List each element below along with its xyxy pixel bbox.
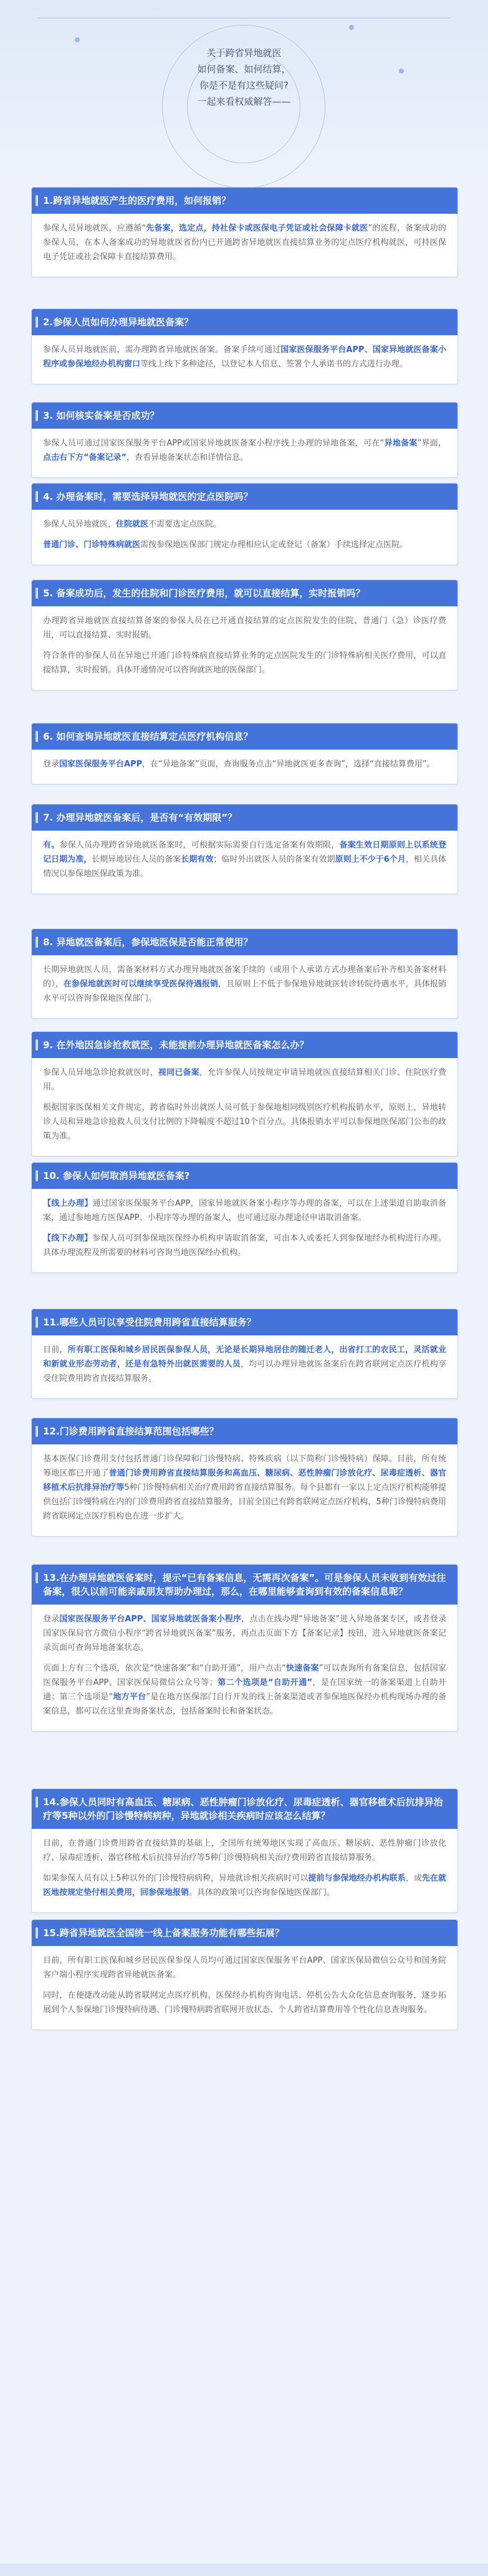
- footer-strip: [0, 2564, 488, 2576]
- answer-text: ”是在地方医保部门自行开发的线上备案渠道或者参保地医保经办机构现场办理的备案信息，都可以在这里查询备案状态，包括备案时长和备案状态。: [43, 1692, 446, 1716]
- faq-answer-8: [32, 955, 457, 1018]
- answer-text: 登录: [43, 760, 60, 769]
- faq-question-1: 1.跨省异地就医产生的医疗费用，如何报销？: [32, 188, 457, 214]
- answer-text: ，且原则上不低于参保地异地就医转诊转院待遇水平，具体报销水平可以咨询参保地医保部门。: [43, 980, 446, 1003]
- highlight-text: 原则上不少于6个月: [335, 855, 406, 864]
- faq-answer-9: [32, 1058, 457, 1156]
- highlight-text: 普通门诊费用跨省直接结算服务和高血压、糖尿病、恶性肿瘤门诊放化疗、尿毒症透析、器官移植术后抗排异治疗等: [43, 1469, 446, 1492]
- highlight-text: 【线下办理】: [43, 1234, 93, 1243]
- faq-answer-13: [32, 1605, 457, 1731]
- answer-text: 参保人员异地就医，: [43, 520, 117, 529]
- answer-text: ；临时外出就医人员的备案有效期: [213, 855, 335, 864]
- answer-text: 。具体的政策可以咨询参保地医保部门。: [189, 1888, 335, 1897]
- faq-section-3: [31, 402, 458, 478]
- faq-answer-4: [32, 510, 457, 565]
- answer-text: ，或: [405, 1874, 422, 1883]
- answer-text: 通过国家医保服务平台APP，国家异地就医备案小程序等办理的备案，可以在上述渠道自助取消备案，通过参地地方医保APP、小程序等办理的备案人，也可通过原办理途径申请取消备案。: [43, 1199, 446, 1223]
- highlight-text: 国家医保服务平台APP、国家异地就医备案小程序: [59, 1615, 242, 1624]
- answer-text: 如果参保人员有以上5种以外的门诊慢特病病种，异地就诊相关疾病时可以: [43, 1874, 309, 1883]
- answer-paragraph: [43, 1612, 446, 1655]
- faq-question-6: 6. 如何查询异地就医直接结算定点医疗机构信息？: [32, 723, 457, 750]
- highlight-text: 地方平台: [113, 1692, 146, 1702]
- answer-paragraph: [43, 538, 446, 552]
- highlight-text: 长期有效: [181, 855, 214, 864]
- highlight-text: 在参保地就医时可以继续享受医保待遇报销: [63, 980, 219, 989]
- answer-paragraph: [43, 1066, 446, 1094]
- answer-paragraph: [43, 1836, 446, 1865]
- answer-text: ，相关具体情况以参保地医保政策为准。: [43, 855, 446, 879]
- faq-answer-14: [32, 1829, 457, 1912]
- faq-section-1: [31, 187, 458, 277]
- faq-answer-3: [32, 429, 457, 477]
- answer-text: 需按参保地医保部门规定办理相应认定或登记（备案）手续选择定点医院。: [140, 540, 408, 550]
- faq-question-10: 10. 参保人如何取消异地就医备案?: [32, 1163, 457, 1189]
- hero-banner: [0, 0, 488, 187]
- answer-text: 长期异地居住人员的备案: [92, 855, 181, 864]
- answer-text: 目前，在普通门诊费用跨省直接结算的基础上，全国所有统筹地区实现了高血压、糖尿病、恶性肿瘤门诊放化疗、尿毒症透析、器官移植术后抗排异治疗等5种门诊慢特病相关治疗费用跨省直接结算服务。: [43, 1839, 446, 1863]
- answer-text: 登录: [43, 1615, 60, 1624]
- answer-paragraph: [43, 436, 446, 465]
- intro-line: 如何备案、如何结算，: [197, 64, 291, 75]
- faq-question-3: 3. 如何核实备案是否成功？: [32, 403, 457, 429]
- highlight-text: 【线上办理】: [43, 1199, 93, 1208]
- highlight-text: 点击右下方“备案记录”: [43, 453, 127, 462]
- faq-question-4: 4. 办理备案时，需要选择异地就医的定点医院吗？: [32, 484, 457, 510]
- highlight-text: 所有职工医保和城乡居民医保参保人员，无论是长期异地居住的随迁老人，出省打工的农民工，灵活就业和新就业形态劳动者，还是有急特外出就医需要的人员: [43, 1345, 446, 1369]
- faq-answer-11: [32, 1335, 457, 1398]
- answer-text: 页面上方有三个选项，依次是“快速备案”和“自助开通”，用户点击“: [43, 1664, 286, 1673]
- highlight-text: 备案生效日期原则上以系统登记日期为准，: [43, 841, 446, 864]
- answer-text: 等线上线下多种途径，以登记本人信息、签署个人承诺书的方式进行办理。: [140, 360, 408, 369]
- answer-text: ，点击在线办理“异地备案”进入异地备案专区，或者登录国家医保局官方微信小程序“跨省异地就医备案”服务，再点击页面下方【备案记录】按钮，进入异地就医备案记录页面可查询异地备案状态。: [43, 1615, 446, 1653]
- faq-section-10: [31, 1162, 458, 1273]
- faq-question-12: 12.门诊费用跨省直接结算范围包括哪些？: [32, 1418, 457, 1444]
- answer-paragraph: [43, 221, 446, 264]
- answer-text: ”的流程，备案成功的参保人员，在本人备案成功的异地就医省份内已开通跨省异地就医直接结算业务的定点医疗机构就医，可持医保电子凭证或社会保障卡直接结算费用。: [43, 224, 446, 262]
- faq-question-9: 9. 在外地因急诊抢救就医，未能提前办理异地就医备案怎么办？: [32, 1032, 457, 1058]
- faq-answer-1: [32, 214, 457, 277]
- answer-paragraph: [43, 757, 446, 771]
- answer-text: ，允许参保人员按规定申请异地就医直接结算相关门诊、住院医疗费用。: [43, 1068, 446, 1092]
- answer-text: 参保人员办理跨省异地就医备案时，可根据实际需要自行选定备案有效期限，: [59, 841, 340, 850]
- answer-text: 目前，: [43, 1345, 68, 1355]
- answer-text: 5种门诊慢特病相关治疗费用跨省直接结算服务。每个县都有一家以上定点医疗机构能够提供包括门诊慢特病在内的门诊费用跨省直接结算服务，目前全国已有跨省联网定点医疗机构，5种门诊慢特病费用跨省联网定点医疗机构也在进一步扩大。: [43, 1483, 446, 1521]
- faq-section-13: [31, 1564, 458, 1732]
- highlight-text: 住院就医: [116, 520, 149, 529]
- answer-paragraph: [43, 1343, 446, 1386]
- answer-text: ”界面，: [417, 439, 446, 448]
- intro-text: [0, 45, 488, 110]
- highlight-text: 有。: [43, 841, 60, 850]
- hero-decor-dot: [75, 37, 80, 42]
- answer-paragraph: [43, 343, 446, 371]
- answer-text: ”可以查询所有备案信息，包括国家医保服务平台APP、国家医保局微信公众号等；: [43, 1664, 446, 1687]
- answer-text: 基本医保门诊费用支付包括普通门诊保障和门诊慢特病、特殊疾病（以下简称门诊慢特病）保障。目前，所有统筹地区都已开通了: [43, 1454, 446, 1478]
- answer-text: 同时，在便捷改动能从跨省联网定点医疗机构、医保经办机构咨询电话、停机公告大众化信息查询服务，逐步拓展到个人参保地门诊慢特病待遇、门诊慢特病跨省联网开放状态、个人跨省结算费用等个性化信息查询服务。: [43, 1991, 446, 2015]
- faq-answer-7: [32, 831, 457, 894]
- faq-question-7: 7. 办理异地就医备案后，是否有“有效期限”？: [32, 804, 457, 831]
- faq-answer-15: [32, 1946, 457, 2030]
- highlight-text: 提前与参保地经办机构联系: [308, 1874, 406, 1883]
- highlight-text: 快速备案: [285, 1664, 319, 1673]
- highlight-text: 国家医保服务平台APP: [59, 760, 143, 769]
- intro-line: 一起来看权威解答——: [197, 96, 291, 107]
- highlight-text: 普通门诊、门诊特殊病就医: [43, 540, 141, 550]
- answer-text: 长期异地就医人员，需备案材料方式办理异地就医备案手续的（或用个人承诺方式办理备案后补齐相关备案材料的），: [43, 965, 446, 989]
- answer-text: ，在“异地备案”页面，查询服务点击“异地就医更多查询”，选择“直接结算费用”。: [142, 760, 435, 769]
- answer-text: 参保人员异地就医前，需办理跨省异地就医备案。备案手续可通过: [43, 345, 281, 355]
- highlight-text: 视同已备案: [158, 1068, 199, 1077]
- faq-answer-10: [32, 1189, 457, 1272]
- answer-text: 参保人员可到参保地医保经办机构申请取消备案，可由本人或委托人到参保地经办机构进行办理。具体办理流程及所需要的材料可咨询当地医保经办机构。: [43, 1234, 446, 1257]
- answer-text: 参保人员可通过国家医保服务平台APP或国家异地就医备案小程序线上办理的异地备案，可在“: [43, 439, 385, 448]
- intro-line: 关于跨省异地就医: [206, 47, 282, 59]
- highlight-text: 国家医保服务平台APP、国家异地就医备案小程序或参保地经办机构窗口: [43, 345, 446, 369]
- faq-section-12: [31, 1418, 458, 1537]
- answer-paragraph: [43, 1452, 446, 1524]
- faq-answer-12: [32, 1444, 457, 1536]
- faq-answer-6: [32, 750, 457, 784]
- answer-text: 符合条件的参保人员在异地已开通门诊特殊病直接结算业务的定点医院发生的门诊特殊病相关医疗费用，可以直接结算，实时报销。具体开通情况可以咨询就医地的医保部门。: [43, 651, 446, 675]
- highlight-text: 先在就医地按规定垫付相关费用，回参保地报销: [43, 1874, 446, 1897]
- faq-section-9: [31, 1031, 458, 1157]
- faq-question-2: 2.参保人员如何办理异地就医备案？: [32, 309, 457, 335]
- faq-question-11: 11.哪些人员可以享受住院费用跨省直接结算服务？: [32, 1309, 457, 1335]
- answer-paragraph: [43, 838, 446, 881]
- hero-decor-dot: [349, 25, 354, 30]
- intro-line: 你是不是有这些疑问?: [199, 80, 289, 91]
- answer-paragraph: [43, 614, 446, 642]
- faq-section-2: [31, 308, 458, 384]
- answer-text: 不需要选定点医院。: [148, 520, 222, 529]
- faq-question-15: 15.跨省异地就医全国统一线上备案服务功能有哪些拓展？: [32, 1920, 457, 1946]
- faq-section-15: [31, 1919, 458, 2030]
- faq-section-14: [31, 1788, 458, 1913]
- faq-section-11: [31, 1309, 458, 1399]
- highlight-text: 先备案，选定点，持社保卡或医保电子凭证或社会保障卡就医: [146, 224, 368, 233]
- faq-answer-5: [32, 606, 457, 690]
- answer-paragraph: [43, 649, 446, 677]
- answer-paragraph: [43, 1661, 446, 1719]
- faq-section-5: [31, 580, 458, 690]
- answer-text: 参保人员异地就医，应遵循“: [43, 224, 146, 233]
- answer-text: ，均可以办理异地就医备案后在跨省联网定点医疗机构享受住院费用跨省直接结算服务。: [43, 1360, 446, 1383]
- faq-question-5: 5. 备案成功后，发生的住院和门诊医疗费用，就可以直接结算，实时报销吗？: [32, 580, 457, 606]
- answer-paragraph: [43, 963, 446, 1006]
- faq-section-6: [31, 723, 458, 785]
- answer-paragraph: [43, 1231, 446, 1260]
- answer-paragraph: [43, 1953, 446, 1982]
- faq-section-4: [31, 483, 458, 565]
- answer-text: 目前，所有职工医保和城乡居民医保参保人员均可通过国家医保服务平台APP、国家医保局微信公众号和国务院客户端小程序实现跨省异地就医备案。: [43, 1956, 446, 1980]
- faq-section-7: [31, 804, 458, 894]
- answer-text: ，是在国家统一的备案渠道上自助开通；第三个选项是“: [43, 1678, 446, 1702]
- hero-decor-line: [37, 17, 451, 19]
- faq-section-8: [31, 928, 458, 1019]
- answer-paragraph: [43, 1988, 446, 2017]
- faq-question-8: 8. 异地就医备案后，参保地医保是否能正常使用？: [32, 929, 457, 955]
- answer-text: 根据国家医保相关文件规定，跨省临时外出就医人员可低于参保地相同级别医疗机构报销水平，原则上，异地转诊人员和异地急诊抢救人员支付比例的下降幅度不超过10个百分点。具体报销水平可以参保地医保部门公布的政策为准。: [43, 1103, 446, 1141]
- faq-question-14: 14.参保人员同时有高血压、糖尿病、恶性肿瘤门诊放化疗、尿毒症透析、器官移植术后抗排异治疗等5种以外的门诊慢特病病种，异地就诊相关疾病时应该怎么结算？: [32, 1789, 457, 1829]
- answer-paragraph: [43, 1100, 446, 1143]
- answer-paragraph: [43, 1871, 446, 1900]
- answer-text: 参保人员异地急诊抢救就医时，: [43, 1068, 158, 1077]
- faq-answer-2: [32, 335, 457, 384]
- answer-text: 办理跨省异地就医直接结算备案的参保人员在已开通直接结算的定点医院发生的住院、普通门（急）诊医疗费用，可以直接结算、实时报销。: [43, 616, 446, 640]
- highlight-text: 异地备案: [384, 439, 418, 448]
- highlight-text: 第二个选项是“自助开通”: [217, 1678, 313, 1687]
- answer-paragraph: [43, 1196, 446, 1225]
- answer-paragraph: [43, 517, 446, 532]
- faq-question-13: 13.在办理异地就医备案时，提示“已有备案信息，无需再次备案”。可是参保人员未收到有效过往备案，很久以前可能亲戚朋友帮助办理过，那么，在哪里能够查询到有效的备案信息呢？: [32, 1565, 457, 1605]
- answer-text: ，查看异地备案状态和详情信息。: [127, 453, 249, 462]
